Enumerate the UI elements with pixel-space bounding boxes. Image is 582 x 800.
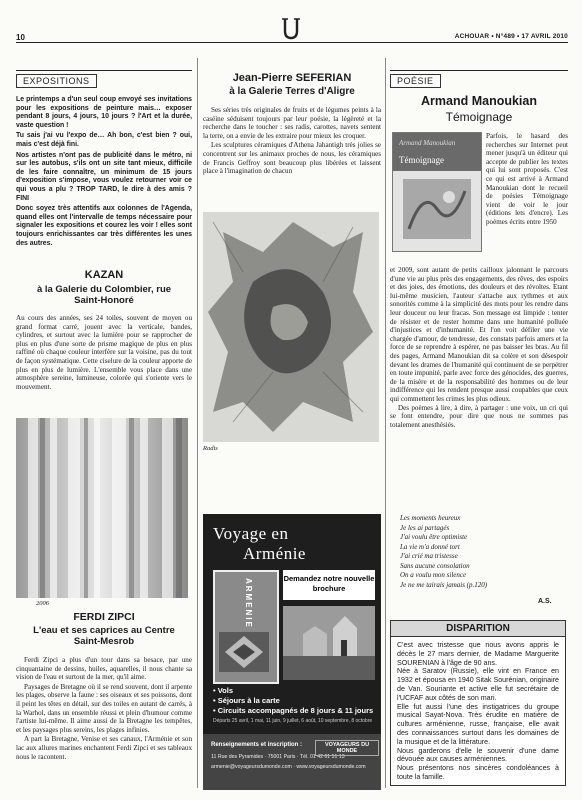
disparition-text xyxy=(391,637,565,782)
ferdi-paragraph: Paysages de Bretagne où il se rend souvent, dont il arpente les plages, observe la faune : ses oiseaux et ses poissons, dont il peint les têtes en détail, sur des toiles en autant de carrés, à la Warhol, dans un ensemble réussi et plein d'humour comme l'artiste lui-même. Il aime aussi de la Bretagne les tempêtes, et les paysages plus sereins, les plages infinies. xyxy=(16,682,192,734)
ferdi-paragraph: Ferdi Zipci a plus d'un tour dans sa besace, par une cinquantaine de dessins, huiles, aquarelles, il nous chante sa vision de l'eau et surtout de la mer, qu'il aime. xyxy=(16,656,192,682)
poem-line: Sans aucune consolation xyxy=(400,561,470,570)
book-title: Témoignage xyxy=(399,155,444,165)
kazan-painting-image xyxy=(16,418,188,598)
book-author: Armand Manoukian xyxy=(399,139,456,147)
ferdi-title: FERDI ZIPCI xyxy=(73,611,135,623)
ad-brochure-cta[interactable]: Demandez notre nouvelle brochure xyxy=(283,570,375,600)
ad-contact-label: Renseignements et inscription : xyxy=(211,742,303,748)
intro-paragraph: Donc soyez très attentifs aux colonnes de l'Agenda, quand elles ont l'intervalle de temps nécessaire pour signaler les expositions et courez les voir ! elles sont toujours enrichissantes car très différentes les unes des autres. xyxy=(16,205,192,247)
manoukian-paragraph: Des poèmes à lire, à dire, à partager : une voix, un cri qui se font entendre, pour dire que nous ne sommes pas totalement anesthésiés. xyxy=(390,403,568,429)
temoignage-book-cover xyxy=(392,132,482,252)
poem-line: J'ai voulu être optimiste xyxy=(400,533,468,541)
ad-brochure-label: ARMENIE xyxy=(244,578,253,629)
manoukian-paragraph: et 2009, sont autant de petits cailloux jalonnant le parcours d'une vie au plus près des engagements, des rêves, des espoirs et des joies, des émotions, des douleurs et des révoltes. Etant lui-même musicien, l'auteur s'attache aux rythmes et aux sonorités comme à la simplicité des mots pour les rendre dans leur douceur ou leur fracas. Son message est limpide : tenter de résister et de rester homme dans une humanité polluée d'injustices et d'inhumanité. Et l'on voit défiler une vie chargée d'amour, de tendresse, des constats parfois amers et la force de se reprendre à espérer, ne pas baisser les bras. Au fil des pages, Armand Manoukian dit sa colère et son désespoir devant les drames de l'humanité qui continuent de se perpétrer en toute impunité, parle avec force des génocides, des guerres, de la misère et de la responsabilité des hommes ou de leur indifférence qui les rendent presque aussi coupables que ceux qui commettent les crimes les plus odieux. xyxy=(390,266,568,403)
disparition-paragraph: C'est avec tristesse que nous avons appris le décès le 27 mars dernier, de Madame Marguerite SOURENIAN à l'âge de 90 ans. xyxy=(397,641,559,667)
ad-bullet: • Circuits accompagnés de 8 jours & 11 jours xyxy=(213,706,374,715)
column-divider xyxy=(385,58,386,788)
manoukian-text-wrap: Parfois, le hasard des recherches sur Internet peut mener jusqu'à un éditeur qui accepte de publier les textes qui lui sont proposés. C'est ce qui est arrivé à Armand Manoukian dont le recueil de poésies Témoignage vient de voir le jour (éditions lets d'encre). Les poèmes écrits entre 1950 xyxy=(486,132,568,226)
poem-line: La vie m'a donné tort xyxy=(400,542,460,551)
ad-address: 11 Rue des Pyramides · 75001 Paris · Tél. 01 42 61 51 13 xyxy=(211,754,345,760)
poem-line: J'ai crié ma tristesse xyxy=(400,552,458,560)
header-rule xyxy=(16,42,568,43)
disparition-paragraph: Elle fut aussi l'une des instigatrices du groupe musical Sayat-Nova. Très érudite en matière de cultures arménienne, russe, française, elle avait des connaissances surtout dans les domaines de la musique et de la littérature. xyxy=(397,702,559,746)
logo-mark-icon xyxy=(281,18,301,40)
manoukian-title: Armand Manoukian xyxy=(421,94,537,108)
column-divider xyxy=(197,58,198,788)
page-number: 10 xyxy=(16,33,25,42)
manoukian-text xyxy=(390,266,568,429)
seferian-paragraph: Ses séries très originales de fruits et de légumes peints à la caséine séduisent toujours par leur poésie, la légèreté et la recherche dans le toucher : ses radis, carottes, navets sentent la terre, on a envie de les extraire pour mieux les croquer. xyxy=(203,106,381,140)
kazan-subtitle: à la Galerie du Colombier, rue Saint-Honoré xyxy=(36,284,172,306)
ad-monastery-photo xyxy=(283,606,375,680)
seferian-text xyxy=(203,106,381,176)
disparition-box xyxy=(390,620,566,786)
seferian-subtitle: à la Galerie Terres d'Aligre xyxy=(229,86,355,97)
section-tag: EXPOSITIONS xyxy=(16,74,97,88)
kazan-image-caption: 2006 xyxy=(36,600,49,607)
poem-line: Je les ai partagés xyxy=(400,523,450,532)
disparition-paragraph: Nous garderons d'elle le souvenir d'une dame dévouée aux causes arméniennes. xyxy=(397,746,559,764)
poem-line: Je ne me tairais jamais (p.120) xyxy=(400,580,488,589)
kazan-title: KAZAN xyxy=(84,269,124,281)
newspaper-logo xyxy=(281,18,301,40)
intro-paragraph: Tu sais j'ai vu l'expo de… Ah bon, c'est bien ? oui, mais c'est déjà fini. xyxy=(16,132,192,148)
ad-dates: Départs 25 avril, 1 mai, 11 juin, 9 juillet, 6 août, 10 septembre, 8 octobre xyxy=(213,718,373,724)
ferdi-paragraph: A part la Bretagne, Venise et ses canaux, l'Arménie et son lac aux allures marines enchantent Ferdi Zipci et ses tableaux nous le racontent. xyxy=(16,735,192,761)
expositions-intro xyxy=(16,96,192,248)
radis-caption: Radis xyxy=(203,445,218,452)
ferdi-subtitle: L'eau et ses caprices au Centre Saint-Mesrob xyxy=(33,625,175,647)
section-tag: POÉSIE xyxy=(390,74,441,88)
ferdi-text xyxy=(16,656,192,761)
poem-line: On a voulu mon silence xyxy=(400,571,467,579)
radis-painting-image xyxy=(203,212,379,442)
disparition-paragraph: Nous présentons nos sincères condoléances à toute la famille. xyxy=(397,764,559,781)
issue-info: ACHOUAR • N°489 • 17 AVRIL 2010 xyxy=(454,33,568,40)
seferian-title: Jean-Pierre SEFERIAN xyxy=(232,72,352,84)
intro-paragraph: Nos artistes n'ont pas de publicité dans le métro, ni sur les autobus, s'ils ont un site tant mieux, difficile de les faire connaître, un minimum de 15 jours d'exposition s'impose, vous voulez retourner voir ce qui vous a plu ? TROP TARD, le dire à des amis ? FINI xyxy=(16,151,192,202)
ad-bullet: • Séjours à la carte xyxy=(213,696,280,705)
ad-title-line1: Voyage en xyxy=(213,524,289,543)
kazan-text: Au cours des années, ses 24 toiles, souvent de moyen ou grand format carré, jouent avec la verticale, bandes, cylindres, et surtout avec la lumière pour se rapprocher de plus en plus d'une sorte de prisme magique de plus en plus raffiné où chaque couleur interfère sur la voisine, pas du tout de façon systématique. Cette ciselure de la couleur apporte de plus en plus de lumière. L'ensemble vous place dans une atmosphère sereine, lumineuse, colorée qui s'oriente vers le mouvement. xyxy=(16,314,192,391)
carpet-pattern-icon xyxy=(219,632,269,672)
author-signature: A.S. xyxy=(538,598,552,605)
poem-line: Les moments heureux xyxy=(400,514,461,522)
ad-brand-logo: VOYAGEURS DU MONDE xyxy=(315,740,379,756)
ad-bullets xyxy=(213,686,377,716)
ad-email[interactable]: armenie@voyageursdumonde.com · www.voyageursdumonde.com xyxy=(211,764,366,770)
ad-title-line2: Arménie xyxy=(243,544,306,563)
manoukian-subtitle: Témoignage xyxy=(445,110,513,124)
disparition-paragraph: Née à Saratov (Russie), elle vint en France en 1932 et épousa en 1940 Sitak Sourénian, originaire de Van. Souriante et active elle fut secrétaire de l'UCFAF aux côtés de son mari. xyxy=(397,667,559,702)
ad-bullet: • Vols xyxy=(213,686,233,695)
seferian-paragraph: Les sculptures céramiques d'Athena Jahantigh très jolies se concentrent sur les animaux proches de nous, les céramiques de Francis Geffroy sont beaucoup plus libérées et laissent place à l'imagination de chacun xyxy=(203,141,381,176)
intro-paragraph: Le printemps a d'un seul coup envoyé ses invitations pour les expositions de peinture mais… exposer pendant 8 jours, 4 jours, 10 jours ? l'Art et la durée, vaste question ! xyxy=(16,96,192,129)
poesie-section xyxy=(390,70,568,89)
ad-brochure-image xyxy=(213,570,279,684)
disparition-title: DISPARITION xyxy=(391,621,565,637)
poem-excerpt xyxy=(400,514,568,590)
voyage-armenie-ad[interactable] xyxy=(203,514,381,790)
expositions-section xyxy=(16,70,192,89)
